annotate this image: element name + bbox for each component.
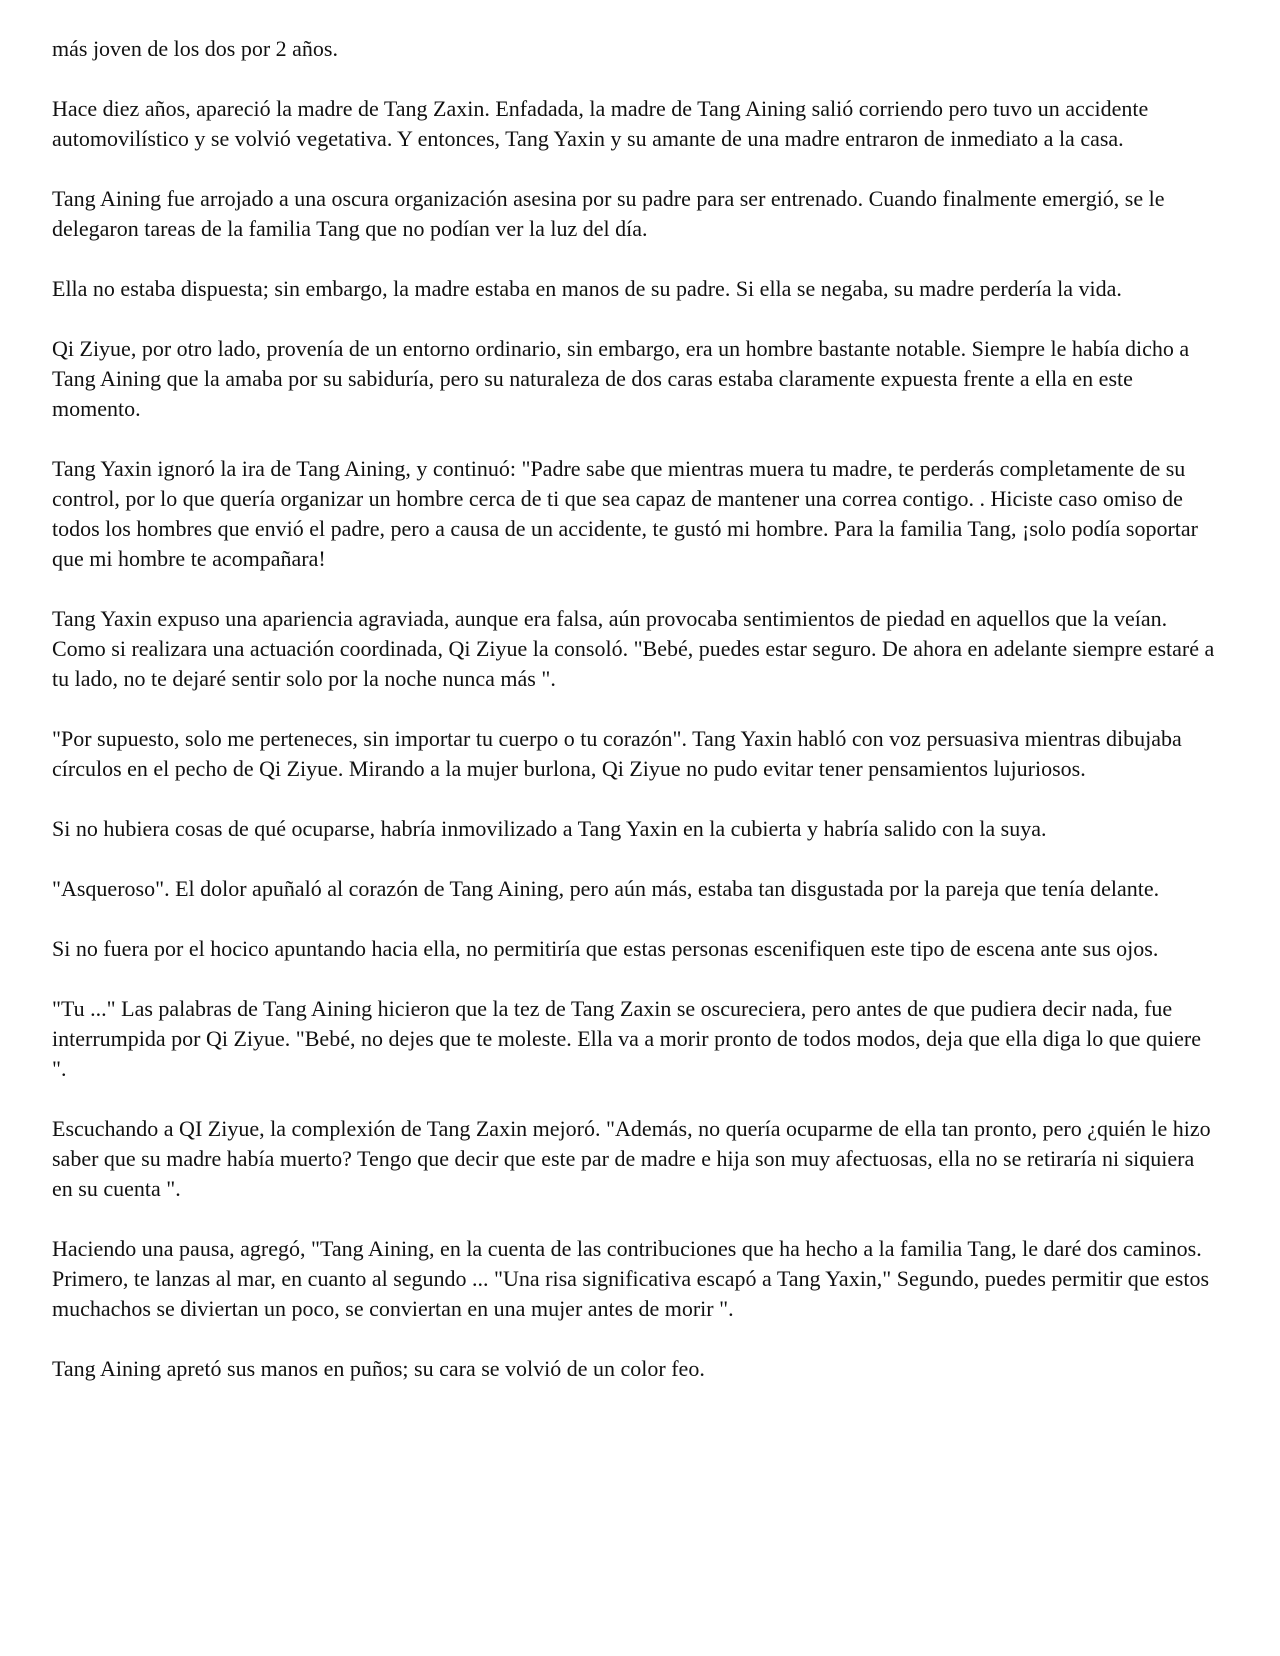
paragraph-12: "Tu ..." Las palabras de Tang Aining hicieron que la tez de Tang Zaxin se oscureciera, pero antes de que pudiera decir nada, fue interrumpida por Qi Ziyue. "Bebé, no dejes que te moleste. Ella va a morir pronto de todos modos, deja que ella diga lo que quiere ". — [52, 996, 1201, 1081]
paragraph-8: "Por supuesto, solo me perteneces, sin importar tu cuerpo o tu corazón". Tang Yaxin habló con voz persuasiva mientras dibujaba círculos en el pecho de Qi Ziyue. Mirando a la mujer burlona, Qi Ziyue no pudo evitar tener pensamientos lujuriosos. — [52, 726, 1182, 781]
paragraph-14: Haciendo una pausa, agregó, "Tang Aining, en la cuenta de las contribuciones que ha hecho a la familia Tang, le daré dos caminos. Primero, te lanzas al mar, en cuanto al segundo ... "Una risa significativa escapó a Tang Yaxin," Segundo, puedes permitir que estos muchachos se diviertan un poco, se conviertan en una mujer antes de morir ". — [52, 1236, 1210, 1321]
paragraph-3: Tang Aining fue arrojado a una oscura organización asesina por su padre para ser entrenado. Cuando finalmente emergió, se le delegaron tareas de la familia Tang que no podían ver la luz del día. — [52, 186, 1165, 241]
paragraph-15: Tang Aining apretó sus manos en puños; su cara se volvió de un color feo. — [52, 1356, 705, 1381]
paragraph-2: Hace diez años, apareció la madre de Tang Zaxin. Enfadada, la madre de Tang Aining salió corriendo pero tuvo un accidente automovilístico y se volvió vegetativa. Y entonces, Tang Yaxin y su amante de una madre entraron de inmediato a la casa. — [52, 96, 1149, 151]
paragraph-13: Escuchando a QI Ziyue, la complexión de Tang Zaxin mejoró. "Además, no quería ocuparme de ella tan pronto, pero ¿quién le hizo saber que su madre había muerto? Tengo que decir que este par de madre e hija son muy afectuosas, ella no se retiraría ni siquiera en su cuenta ". — [52, 1116, 1211, 1201]
paragraph-11: Si no fuera por el hocico apuntando hacia ella, no permitiría que estas personas escenifiquen este tipo de escena ante sus ojos. — [52, 936, 1159, 961]
paragraph-1: más joven de los dos por 2 años. — [52, 36, 338, 61]
paragraph-6: Tang Yaxin ignoró la ira de Tang Aining, y continuó: "Padre sabe que mientras muera tu madre, te perderás completamente de su control, por lo que quería organizar un hombre cerca de ti que sea capaz de mantener una correa contigo. . Hiciste caso omiso de todos los hombres que envió el padre, pero a causa de un accidente, te gustó mi hombre. Para la familia Tang, ¡solo podía soportar que mi hombre te acompañara! — [52, 456, 1198, 571]
paragraph-5: Qi Ziyue, por otro lado, provenía de un entorno ordinario, sin embargo, era un hombre bastante notable. Siempre le había dicho a Tang Aining que la amaba por su sabiduría, pero su naturaleza de dos caras estaba claramente expuesta frente a ella en este momento. — [52, 336, 1190, 421]
paragraph-7: Tang Yaxin expuso una apariencia agraviada, aunque era falsa, aún provocaba sentimientos de piedad en aquellos que la veían. Como si realizara una actuación coordinada, Qi Ziyue la consoló. "Bebé, puedes estar seguro. De ahora en adelante siempre estaré a tu lado, no te dejaré sentir solo por la noche nunca más ". — [52, 606, 1215, 691]
paragraph-10: "Asqueroso". El dolor apuñaló al corazón de Tang Aining, pero aún más, estaba tan disgustada por la pareja que tenía delante. — [52, 876, 1160, 901]
paragraph-9: Si no hubiera cosas de qué ocuparse, habría inmovilizado a Tang Yaxin en la cubierta y habría salido con la suya. — [52, 816, 1047, 841]
paragraph-4: Ella no estaba dispuesta; sin embargo, la madre estaba en manos de su padre. Si ella se negaba, su madre perdería la vida. — [52, 276, 1122, 301]
